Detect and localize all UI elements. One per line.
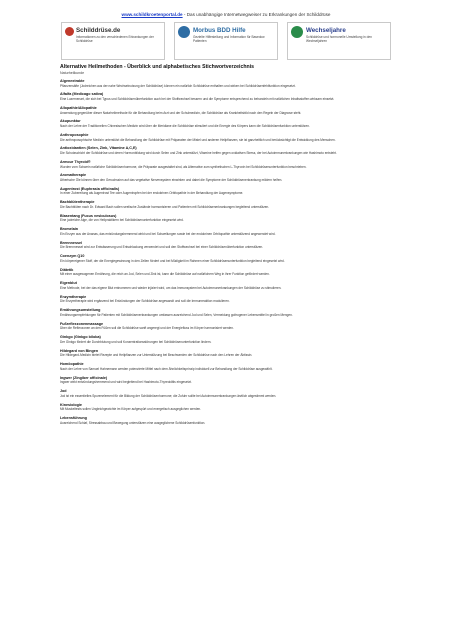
entry-definition: Eine Methode, bei der das eigene Blut entnommen und wieder injiziert wird, um das Immunsystem bei Autoimmunerkrankungen der Schilddrüse zu stimulieren.: [60, 285, 282, 290]
brand-mark-icon: [65, 27, 74, 36]
glossary-entry: [60, 119, 392, 128]
glossary-entry: [60, 92, 392, 101]
glossary-entry: [60, 79, 392, 88]
logo-morbus-bdd[interactable]: [174, 22, 278, 60]
entry-term: Ginkgo (Ginkgo biloba): [60, 335, 101, 340]
glossary-entry: [60, 362, 392, 371]
logo-banner: [61, 22, 391, 60]
glossary-entry: [60, 268, 392, 277]
glossary-entry: [60, 349, 392, 358]
logo-schilddruese[interactable]: [61, 22, 165, 60]
glossary-entry: [60, 133, 392, 142]
entry-definition: Die Hildegard-Medizin bietet Rezepte und Heilpflanzen zur Unterstützung bei Beschwerden der Schilddrüse nach den Lehren der Äbtissin.: [60, 353, 253, 358]
entry-term: Fußreflexzonenmassage: [60, 321, 104, 326]
entry-term: Eigenblut: [60, 281, 77, 286]
entry-definition: Nach der Lehre der Traditionellen Chinesischen Medizin wird über die Meridiane die Schilddrüse stimuliert und die Energie des Körpers kann die Schilddrüsenfunktion unterstützen.: [60, 124, 310, 129]
entry-term: Hildegard von Bingen: [60, 348, 99, 353]
logo-name: Schilddrüse.de: [76, 27, 121, 34]
entry-definition: Die Schutzschicht der Schilddrüse und deren Hormonbildung wird durch Selen und Zink unterstützt, Vitamine helfen gegen oxidativen Stress, der bei Autoimmunerkrankungen wie Hashimoto entsteht.: [60, 151, 337, 156]
glossary-entry: [60, 295, 392, 304]
entry-definition: Pflanzensäfte (Jodreichen aus der nahe Wechselnutzung der Schilddrüse) können ein natürlich Schilddrüse enthalten und wirken bei Schilddrüsenfehlfunktion eingesetzt.: [60, 83, 296, 88]
glossary-entry: [60, 322, 392, 331]
logo-name: Wechseljahre: [306, 27, 346, 34]
glossary-list: [60, 79, 392, 635]
entry-term: Ingwer (Zingiber officinale): [60, 375, 108, 380]
page-title: Alternative Heilmethoden - Überblick und alphabetisches Stichwortverzeichnis: [60, 64, 255, 70]
entry-definition: Ein körpereigener Stoff, der die Energiegewinnung in den Zellen fördert und bei Müdigkeit im Rahmen einer Schilddrüsenunterfunktion begleitend eingesetzt wird.: [60, 258, 285, 263]
glossary-entry: [60, 416, 392, 425]
entry-definition: Die anthroposophische Medizin unterstützt die Behandlung der Schilddrüse mit Präparaten der Mistel und anderen Heilpflanzen, sie ist ganzheitlich und berücksichtigt die Entwicklung des Menschen.: [60, 137, 336, 142]
entry-definition: Ingwer wirkt entzündungshemmend und wird begleitend bei Hashimoto-Thyreoiditis eingesetzt.: [60, 380, 192, 385]
entry-term: Jod: [60, 389, 67, 394]
entry-definition: Wurden vom Schwein natürliche Schilddrüsenhormone, die Präparate ausgestaltet sind, als Alternative zum synthetischen L-Thyroxin bei Schilddrüsenunterfunktion beschrieben.: [60, 164, 307, 169]
entry-definition: Die Brennnessel wird zur Entwässerung und Entschlackung verwendet und soll den Stoffwechsel bei einer Schilddrüsenüberfunktion unterstützen.: [60, 245, 264, 250]
entry-definition: In einer Zubereitung als Augentrost Tee oder Augentropfen bei der endokrinen Orbitopathie in der Behandlung der Augensymptome.: [60, 191, 244, 196]
entry-term: Akupunktur: [60, 119, 81, 124]
entry-definition: Der Ginkgo fördert die Durchblutung und soll Konzentrationsstörungen bei Schilddrüsenunterfunktion lindern.: [60, 339, 212, 344]
entry-term: Enzymtherapie: [60, 294, 87, 299]
glossary-entry: [60, 281, 392, 290]
entry-definition: Die Bachblüten nach Dr. Edward Bach sollen seelische Zustände harmonisieren und Patienten mit Schilddrüsenerkrankungen begleitend unterstützen.: [60, 204, 270, 209]
entry-term: Allopathie/Allopathie: [60, 105, 97, 110]
header-tagline: - Das unabhängige Internetwegweiser zu Erkrankungen der Schilddrüse: [182, 12, 331, 17]
entry-definition: Eine Luzernenart, die sich bei Typus und Schilddrüsenüberfunktion auch bei der Stoffwechsel bessern und die Symptome entsprechend zu behandeln mit natürlichen Inhaltsstoffen wirksam einsetzt.: [60, 97, 335, 102]
glossary-entry: [60, 335, 392, 344]
entry-term: Homöopathie: [60, 362, 84, 367]
entry-term: Alfalfa (Medicago sativa): [60, 92, 104, 97]
glossary-entry: [60, 241, 392, 250]
brand-mark-icon: [178, 26, 190, 38]
logo-name: Morbus BDD Hilfe: [193, 27, 246, 34]
glossary-entry: [60, 187, 392, 196]
entry-definition: Jod ist ein essentielles Spurenelement für die Bildung der Schilddrüsenhormone; die Zufuhr sollte bei Autoimmunerkrankungen ärztlich abgestimmt werden.: [60, 393, 277, 398]
entry-term: Algenextrakte: [60, 79, 85, 83]
page-subtitle: Naturheilkunde: [60, 71, 85, 75]
entry-term: Armour Thyroid®: [60, 159, 91, 164]
glossary-entry: [60, 308, 392, 317]
entry-definition: Über die Reflexzonen an den Füßen soll die Schilddrüse sanft angeregt und der Energiefluss im Körper harmonisiert werden.: [60, 326, 234, 331]
glossary-entry: [60, 214, 392, 223]
glossary-entry: [60, 227, 392, 236]
entry-definition: Ein Enzym aus der Ananas, das entzündungshemmend wirkt und bei Schwellungen sowie bei der endokrinen Orbitopathie unterstützend angewendet wird.: [60, 231, 276, 236]
entry-term: Blasentang (Fucus vesiculosus): [60, 213, 117, 218]
entry-definition: Ausreichend Schlaf, Stressabbau und Bewegung unterstützen eine ausgeglichene Schilddrüsenfunktion.: [60, 420, 206, 425]
site-link[interactable]: www.schildkroetenportal.de: [121, 12, 183, 17]
entry-definition: Ernährungsempfehlungen für Patienten mit Schilddrüsenerkrankungen umfassen ausreichend Jod und Selen, Vermeidung goitrogener Lebensmittel in großen Mengen.: [60, 312, 293, 317]
logo-tagline: Informationen zu den verschiedenen Erkrankungen der Schilddrüse: [76, 35, 154, 43]
entry-term: Bachblütentherapie: [60, 200, 95, 205]
entry-definition: Ätherische Öle können über den Geruchssinn auf das vegetative Nervensystem einwirken und dabei die Symptome der Schilddrüsenerkrankung mildern helfen.: [60, 177, 283, 182]
glossary-entry: [60, 389, 392, 398]
entry-term: Antioxidantien (Selen, Zink, Vitamine A,C,E): [60, 146, 137, 151]
entry-term: Bromelain: [60, 227, 79, 232]
glossary-entry: [60, 160, 392, 169]
entry-definition: Mit einer ausgewogenen Ernährung, die reich an Jod, Selen und Zink ist, kann die Schilddrüse auf natürlichem Weg in ihrer Funktion gefördert werden.: [60, 272, 270, 277]
glossary-entry: [60, 200, 392, 209]
glossary-entry: [60, 254, 392, 263]
logo-wechseljahre[interactable]: [287, 22, 391, 60]
entry-term: Coenzym Q10: [60, 254, 85, 259]
glossary-entry: [60, 376, 392, 385]
entry-term: Kinesiologie: [60, 402, 82, 407]
entry-definition: Nach der Lehre von Samuel Hahnemann werden potenzierte Mittel nach dem Ähnlichkeitsprinzip individuell zur Behandlung der Schilddrüse ausgewählt.: [60, 366, 273, 371]
entry-term: Augentrost (Euphrasia officinalis): [60, 186, 120, 191]
entry-term: Anthroposophie: [60, 132, 89, 137]
entry-definition: Eine jodreiche Alge, die von Heilpraktikern bei Schilddrüsenunterfunktion eingesetzt wird.: [60, 218, 184, 223]
glossary-entry: [60, 173, 392, 182]
entry-definition: Die Enzymtherapie wird ergänzend bei Entzündungen der Schilddrüse angewandt und soll die Immunreaktion modulieren.: [60, 299, 230, 304]
logo-tagline: Gezielte Hilfestellung und Information für Basedow Patienten: [193, 35, 265, 43]
glossary-entry: [60, 146, 392, 155]
entry-term: Aromatherapie: [60, 173, 87, 178]
entry-definition: Mit Muskeltests sollen Ungleichgewichte im Körper aufgespürt und energetisch ausgeglichen werden.: [60, 407, 202, 412]
glossary-entry: [60, 403, 392, 412]
entry-term: Diätetik: [60, 267, 74, 272]
header-line: [0, 12, 452, 17]
entry-definition: Anwendung gegenüber dieser Naturheilmethode für die Behandlung beim Arzt und der Schulmedizin, die Schilddrüse als Krankheitsbild nach den Regeln der Diagnose steht.: [60, 110, 302, 115]
brand-mark-icon: [291, 26, 303, 38]
entry-term: Ernährungsumstellung: [60, 308, 101, 313]
entry-term: Brennnessel: [60, 240, 83, 245]
glossary-entry: [60, 106, 392, 115]
logo-tagline: Schilddrüse und hormonelle Umstellung in den Wechseljahren: [306, 35, 372, 43]
entry-term: Lebensführung: [60, 416, 87, 421]
